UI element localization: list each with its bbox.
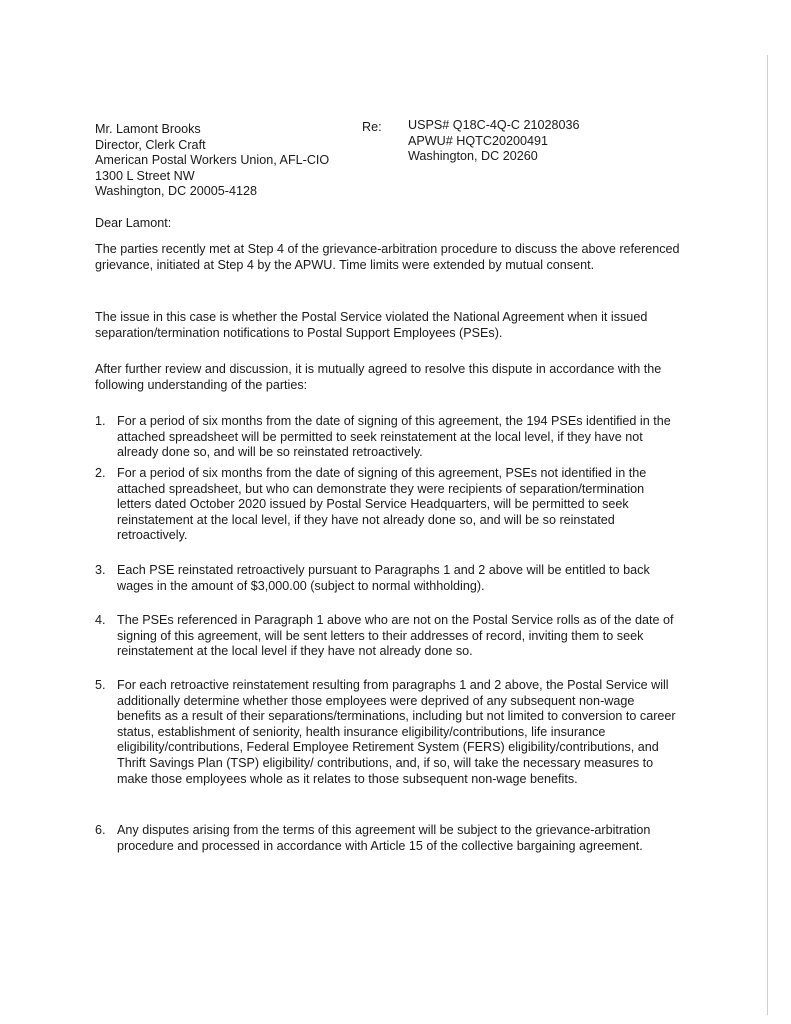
list-item-text: For a period of six months from the date of signing of this agreement, PSEs not identified in the attached spreadsheet, but who can demonstrate they were recipients of separation/termination letters dated October 2020 issued by Postal Service Headquarters, will be permitted to seek reinstatement at the local level, if they have not already done so, and will be so reinstated retroactively. [117, 466, 647, 543]
re-label: Re: [362, 120, 382, 134]
list-item-text: Each PSE reinstated retroactively pursuant to Paragraphs 1 and 2 above will be entitled to back wages in the amount of $3,000.00 (subject to normal withholding). [117, 563, 650, 593]
salutation: Dear Lamont: [95, 216, 172, 230]
reference-block [408, 118, 580, 165]
list-item-number: 6. [95, 823, 106, 837]
addressee-street: 1300 L Street NW [95, 168, 195, 183]
list-item-text: The PSEs referenced in Paragraph 1 above who are not on the Postal Service rolls as of the date of signing of this agreement, will be sent letters to their addresses of record, inviting them to seek reinstatement at the local level if they have not already done so. [117, 613, 674, 659]
reference-city: Washington, DC 20260 [408, 149, 538, 164]
apwu-case-number: APWU# HQTC20200491 [408, 133, 548, 148]
list-item-number: 4. [95, 613, 106, 627]
list-item-text: For a period of six months from the date of signing of this agreement, the 194 PSEs identified in the attached spreadsheet will be permitted to seek reinstatement at the local level, if they have not already done so, and will be so reinstated retroactively. [117, 414, 671, 460]
list-item-text: Any disputes arising from the terms of this agreement will be subject to the grievance-arbitration procedure and processed in accordance with Article 15 of the collective bargaining agreement. [117, 823, 651, 853]
paragraph-intro: The parties recently met at Step 4 of the grievance-arbitration procedure to discuss the above referenced grievance, initiated at Step 4 by the APWU. Time limits were extended by mutual consent. [95, 242, 680, 272]
list-item-number: 2. [95, 466, 106, 480]
list-item-number: 5. [95, 678, 106, 692]
addressee-title: Director, Clerk Craft [95, 137, 206, 152]
usps-case-number: USPS# Q18C-4Q-C 21028036 [408, 118, 580, 132]
paragraph-issue: The issue in this case is whether the Postal Service violated the National Agreement when it issued separation/termination notifications to Postal Support Employees (PSEs). [95, 310, 648, 340]
list-item-number: 1. [95, 414, 106, 428]
scan-edge-line [767, 55, 768, 1015]
addressee-name: Mr. Lamont Brooks [95, 122, 201, 136]
addressee-org: American Postal Workers Union, AFL-CIO [95, 153, 330, 168]
paragraph-resolution: After further review and discussion, it is mutually agreed to resolve this dispute in accordance with the following understanding of the parties: [95, 362, 662, 392]
list-item-text: For each retroactive reinstatement resulting from paragraphs 1 and 2 above, the Postal Service will additionally determine whether those employees were deprived of any subsequent non-wage benefits as a result of their separations/terminations, including but not limited to conversion to career status, establishment of seniority, health insurance eligibility/contributions, life insurance eligibility/contributions, Federal Employee Retirement System (FERS) eligibility/contributions, and Thrift Savings Plan (TSP) eligibility/ contributions, and, if so, will take the necessary measures to make those employees whole as it relates to those subsequent non-wage benefits. [117, 678, 676, 786]
list-item-number: 3. [95, 563, 106, 577]
addressee-city: Washington, DC 20005-4128 [95, 184, 257, 199]
addressee-block [95, 122, 329, 200]
